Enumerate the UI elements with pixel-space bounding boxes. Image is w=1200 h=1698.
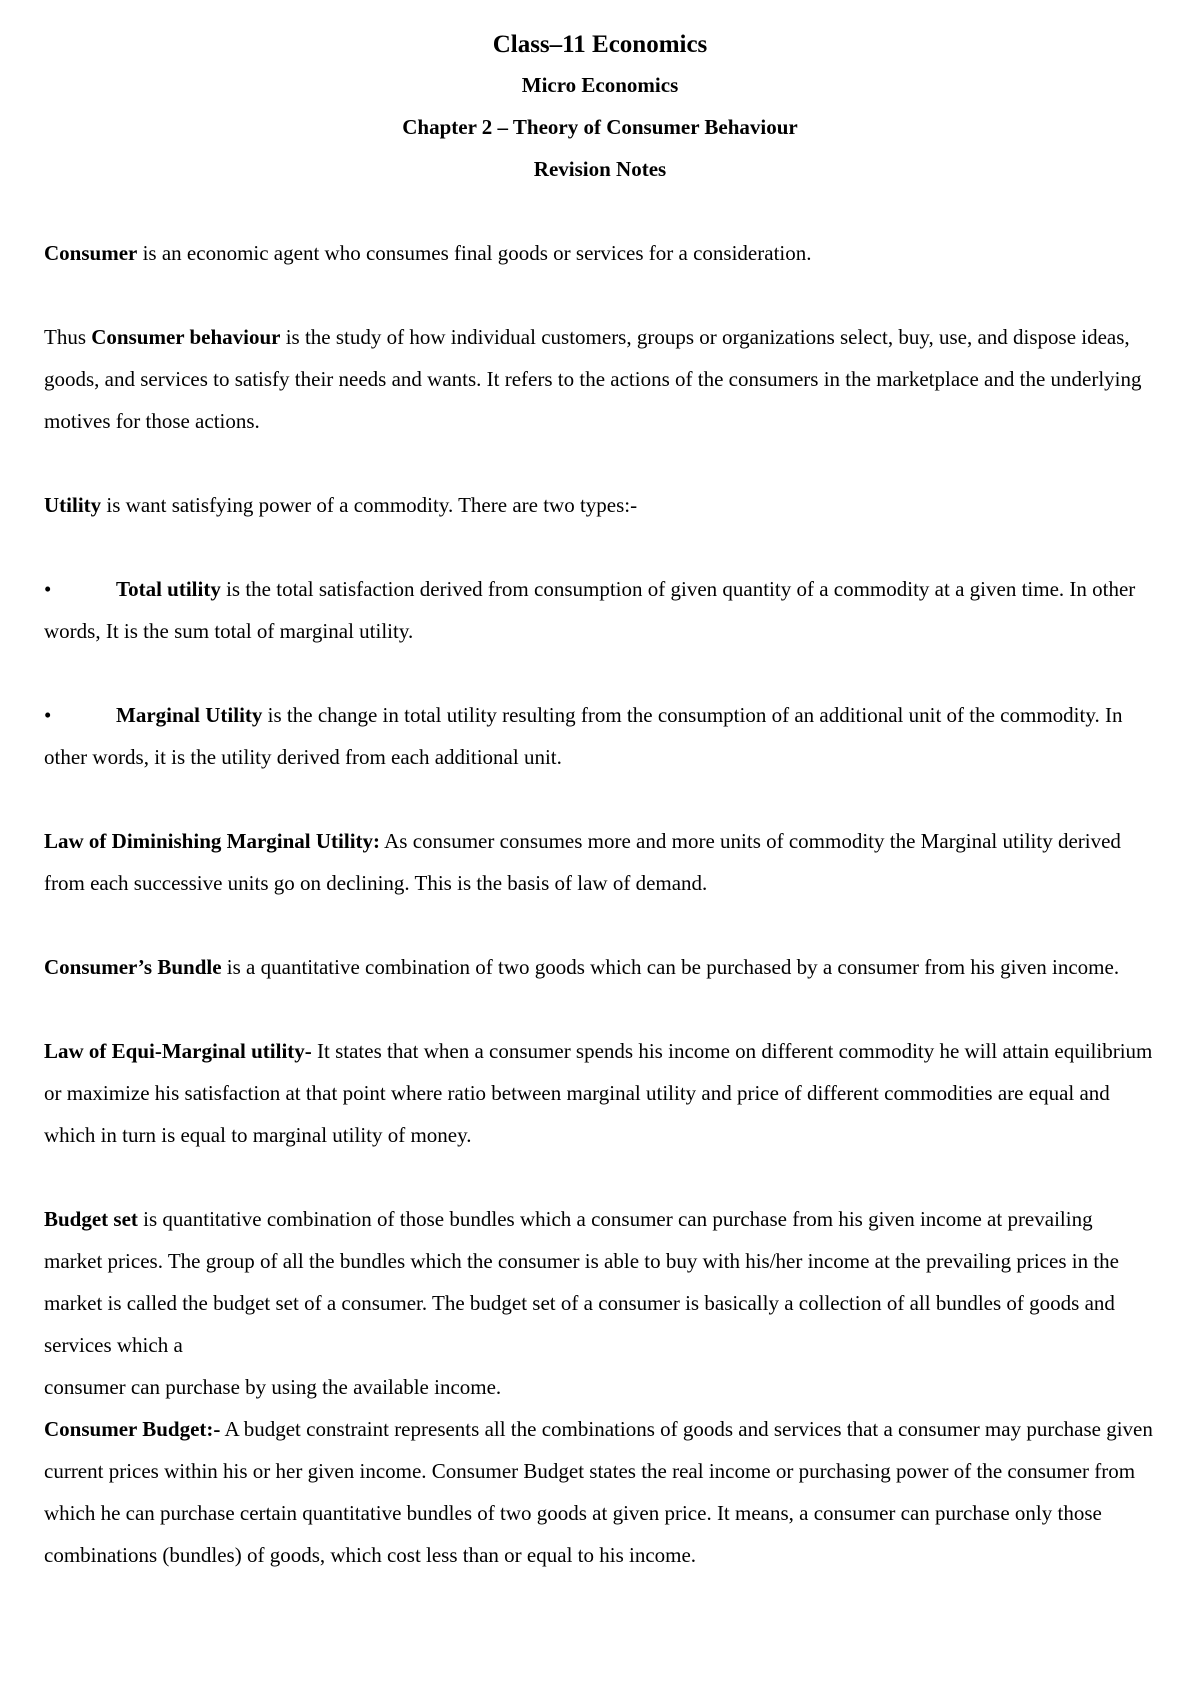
bullet-marginal-utility <box>44 694 1156 778</box>
bullet-total-utility <box>44 568 1156 652</box>
term-law-diminishing-marginal-utility: Law of Diminishing Marginal Utility: <box>44 829 381 853</box>
paragraph-consumer-behaviour <box>44 316 1156 442</box>
bullet-icon: • <box>44 703 52 727</box>
term-law-equi-marginal-utility: Law of Equi-Marginal utility- <box>44 1039 312 1063</box>
term-budget-set: Budget set <box>44 1207 138 1231</box>
paragraph-law-diminishing-marginal-utility <box>44 820 1156 904</box>
document-body <box>44 232 1156 1576</box>
term-consumer-budget: Consumer Budget:- <box>44 1417 221 1441</box>
definition-consumer: is an economic agent who consumes final goods or services for a consideration. <box>137 241 812 265</box>
term-consumers-bundle: Consumer’s Bundle <box>44 955 222 979</box>
paragraph-law-equi-marginal-utility <box>44 1030 1156 1156</box>
paragraph-utility <box>44 484 1156 526</box>
chapter-heading: Chapter 2 – Theory of Consumer Behaviour <box>402 115 798 139</box>
term-utility: Utility <box>44 493 102 517</box>
paragraph-budget-set-continued: consumer can purchase by using the available income. <box>44 1375 502 1399</box>
subject-heading: Micro Economics <box>521 73 679 97</box>
definition-total-utility: is the total satisfaction derived from consumption of given quantity of a commodity at a given time. In other words, It is the sum total of marginal utility. <box>44 577 1136 643</box>
paragraph-consumers-bundle <box>44 946 1156 988</box>
definition-law-equi-marginal-utility: It states that when a consumer spends his income on different commodity he will attain equilibrium or maximize his satisfaction at that point where ratio between marginal utility and price of different commodities are equal and which in turn is equal to marginal utility of money. <box>44 1039 1153 1147</box>
definition-budget-set: is quantitative combination of those bundles which a consumer can purchase from his given income at prevailing market prices. The group of all the bundles which the consumer is able to buy with his/her income at the prevailing prices in the market is called the budget set of a consumer. The budget set of a consumer is basically a collection of all bundles of goods and services which a <box>44 1207 1119 1357</box>
paragraph-consumer-budget <box>44 1408 1156 1576</box>
definition-utility: is want satisfying power of a commodity. There are two types:- <box>101 493 638 517</box>
document-title: Class–11 Economics <box>492 31 708 58</box>
paragraph-consumer <box>44 232 1156 274</box>
document-header <box>44 28 1156 184</box>
definition-law-diminishing-marginal-utility: As consumer consumes more and more units of commodity the Marginal utility derived from each successive units go on declining. This is the basis of law of demand. <box>44 829 1121 895</box>
paragraph-budget-set <box>44 1198 1156 1366</box>
term-total-utility: Total utility <box>116 577 221 601</box>
term-consumer-behaviour: Consumer behaviour <box>91 325 281 349</box>
term-marginal-utility: Marginal Utility <box>116 703 263 727</box>
lead-in-text: Thus <box>44 325 92 349</box>
definition-marginal-utility: is the change in total utility resulting from the consumption of an additional unit of the commodity. In other words, it is the utility derived from each additional unit. <box>44 703 1123 769</box>
definition-consumer-budget: A budget constraint represents all the combinations of goods and services that a consumer may purchase given current prices within his or her given income. Consumer Budget states the real income or purchasing power of the consumer from which he can purchase certain quantitative bundles of two goods at given price. It means, a consumer can purchase only those combinations (bundles) of goods, which cost less than or equal to his income. <box>44 1417 1153 1567</box>
bullet-icon: • <box>44 577 52 601</box>
notes-heading: Revision Notes <box>533 157 667 181</box>
definition-consumer-behaviour: is the study of how individual customers, groups or organizations select, buy, use, and dispose ideas, goods, and services to satisfy their needs and wants. It refers to the actions of the consumers in the marketplace and the underlying motives for those actions. <box>44 325 1142 433</box>
definition-consumers-bundle: is a quantitative combination of two goods which can be purchased by a consumer from his given income. <box>221 955 1120 979</box>
term-consumer: Consumer <box>44 241 138 265</box>
